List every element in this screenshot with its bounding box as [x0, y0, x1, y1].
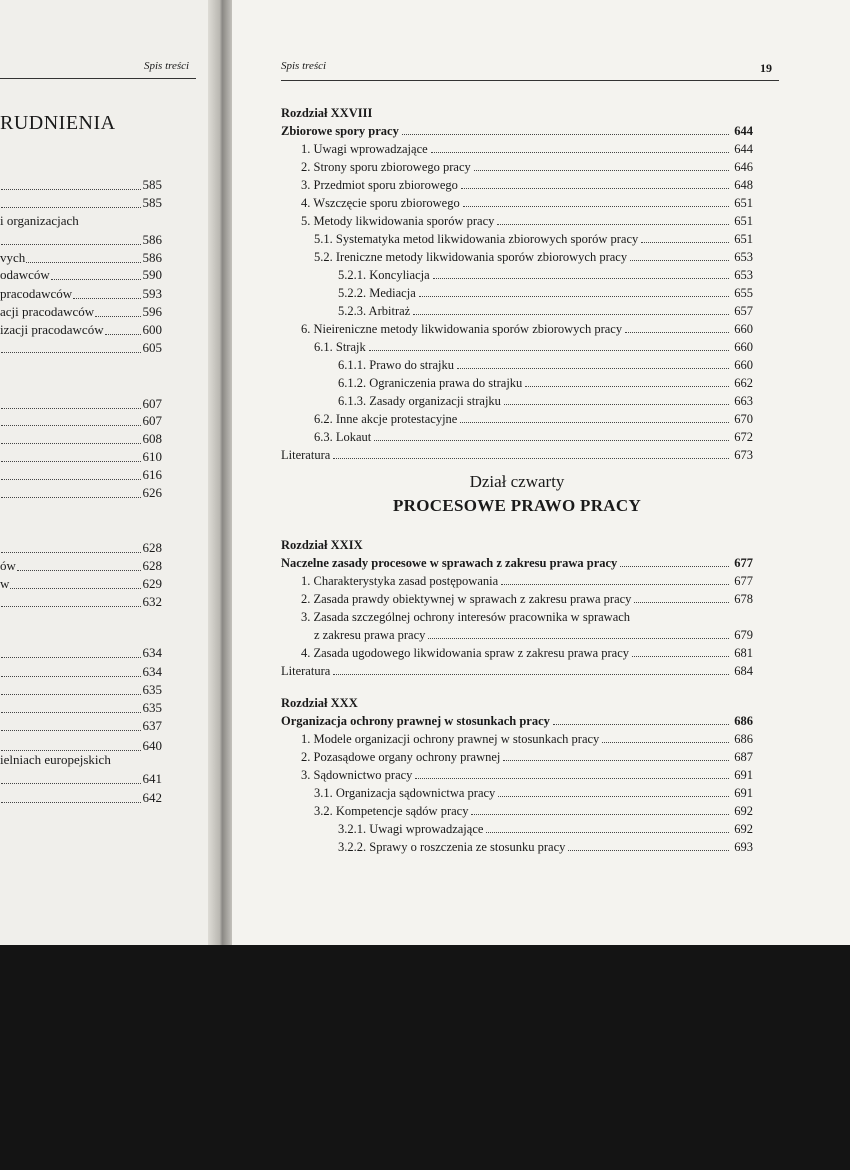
- toc-entry-text: 5. Metody likwidowania sporów pracy: [301, 214, 495, 228]
- toc-entry: [281, 193, 753, 211]
- dot-leader: [1, 443, 161, 444]
- dot-leader: [486, 832, 729, 833]
- toc-entry-text: 5.2.3. Arbitraż: [338, 304, 411, 318]
- toc-entry: [281, 139, 753, 157]
- left-toc-entry: [0, 340, 162, 356]
- left-toc-text: acji pracodawców: [0, 304, 95, 319]
- dot-leader: [1, 783, 161, 784]
- dot-leader: [17, 570, 161, 571]
- dot-leader: [461, 188, 729, 189]
- left-page-ref: 626: [142, 485, 162, 500]
- left-toc-entry: [0, 645, 162, 661]
- table-of-contents: [281, 103, 753, 855]
- dot-leader: [1, 712, 161, 713]
- dot-leader: [503, 760, 729, 761]
- toc-entry: [281, 427, 753, 445]
- toc-entry: [281, 157, 753, 175]
- left-page-ref: 616: [142, 467, 162, 482]
- page-ref: 662: [734, 376, 753, 390]
- dot-leader: [641, 242, 729, 243]
- page-ref: 678: [734, 592, 753, 606]
- toc-entry-text: 5.1. Systematyka metod likwidowania zbiorowych sporów pracy: [314, 232, 639, 246]
- toc-entry: [281, 211, 753, 229]
- dot-leader: [374, 440, 729, 441]
- left-toc-entry: [0, 700, 162, 716]
- left-page-ref: 608: [142, 431, 162, 446]
- toc-entry-text: 3.2. Kompetencje sądów pracy: [314, 804, 469, 818]
- section-title: PROCESOWE PRAWO PRACY: [392, 496, 642, 515]
- toc-entry-text: 5.2. Ireniczne metody likwidowania sporów zbiorowych pracy: [314, 250, 628, 264]
- left-header-rule: [0, 78, 196, 79]
- left-toc-entry: [0, 664, 162, 680]
- toc-entry: [281, 319, 753, 337]
- dot-leader: [630, 260, 729, 261]
- dot-leader: [457, 368, 729, 369]
- dot-leader: [1, 461, 161, 462]
- page-ref: 653: [734, 268, 753, 282]
- book-spine: [208, 0, 234, 945]
- dot-leader: [463, 206, 729, 207]
- toc-entry: [281, 801, 753, 819]
- dot-leader: [625, 332, 729, 333]
- toc-entry-text: 3.1. Organizacja sądownictwa pracy: [314, 786, 496, 800]
- chapter-title: Zbiorowe spory pracy: [281, 124, 399, 138]
- left-page-ref: 640: [142, 738, 162, 753]
- page-ref: 651: [734, 196, 753, 210]
- chapter-29-item-3-line-2: [281, 625, 753, 643]
- toc-entry-text: 3. Przedmiot sporu zbiorowego: [301, 178, 458, 192]
- left-page-ref: 585: [142, 195, 162, 210]
- toc-entry: [281, 783, 753, 801]
- dot-leader: [497, 224, 729, 225]
- chapter-29-item-4: [281, 643, 753, 661]
- page-ref: 660: [734, 340, 753, 354]
- page-ref: 651: [734, 214, 753, 228]
- left-toc-text: ów: [0, 558, 16, 573]
- toc-entry: [281, 409, 753, 427]
- page-ref: 648: [734, 178, 753, 192]
- left-toc-entry: [0, 431, 162, 447]
- toc-entry: [281, 373, 753, 391]
- page-ref: 673: [734, 448, 753, 462]
- right-running-header: Spis treści: [281, 60, 327, 72]
- dot-leader: [498, 796, 729, 797]
- toc-entry-text: 6.1.2. Ograniczenia prawa do strajku: [338, 376, 523, 390]
- dot-leader: [415, 778, 729, 779]
- dot-leader: [1, 730, 161, 731]
- page-ref: 691: [734, 768, 753, 782]
- chapter-30-title-row: [281, 711, 753, 729]
- left-toc-text: odawców: [0, 267, 50, 282]
- toc-entry-text: 3.2.2. Sprawy o roszczenia ze stosunku pracy: [338, 840, 566, 854]
- dot-leader: [1, 207, 161, 208]
- page-ref: 660: [734, 358, 753, 372]
- toc-entry: [281, 837, 753, 855]
- left-toc-entry: [0, 576, 162, 592]
- left-page-ref: 586: [142, 250, 162, 265]
- left-page-ref: 600: [142, 322, 162, 337]
- left-toc-entry: [0, 594, 162, 610]
- dot-leader: [1, 425, 161, 426]
- toc-entry: [281, 729, 753, 747]
- page-ref: 684: [734, 664, 753, 678]
- left-toc-text: izacji pracodawców: [0, 322, 104, 337]
- toc-entry-text: 6.1.3. Zasady organizacji strajku: [338, 394, 501, 408]
- toc-entry-text: 1. Uwagi wprowadzające: [301, 142, 428, 156]
- page-ref: 644: [734, 124, 753, 138]
- chapter-30-items: [281, 729, 753, 855]
- page-ref: 655: [734, 286, 753, 300]
- dot-leader: [1, 606, 161, 607]
- page-ref: 651: [734, 232, 753, 246]
- page-ref: 691: [734, 786, 753, 800]
- dot-leader: [1, 244, 161, 245]
- toc-entry: [281, 265, 753, 283]
- page-ref: 677: [734, 556, 753, 570]
- scanner-background: [0, 940, 850, 1170]
- dot-leader: [1, 352, 161, 353]
- toc-entry: [281, 301, 753, 319]
- page-ref: 693: [734, 840, 753, 854]
- page-ref: 681: [734, 646, 753, 660]
- page-ref: 692: [734, 804, 753, 818]
- left-page-ref: 590: [142, 267, 162, 282]
- dot-leader: [433, 278, 729, 279]
- chapter-28-title-row: [281, 121, 753, 139]
- left-page-ref: 593: [142, 286, 162, 301]
- left-page-ref: 637: [142, 718, 162, 733]
- left-toc-entry: [0, 718, 162, 734]
- section-heading: [281, 469, 753, 521]
- left-toc-text: vych: [0, 250, 26, 265]
- left-toc-entry: [0, 682, 162, 698]
- dot-leader: [1, 189, 161, 190]
- left-toc-entry: [0, 413, 162, 429]
- left-page-ref: 628: [142, 558, 162, 573]
- dot-leader: [431, 152, 729, 153]
- page-ref: 692: [734, 822, 753, 836]
- chapter-29-title-row: [281, 553, 753, 571]
- left-page-ref: 642: [142, 790, 162, 805]
- toc-entry-text: 6.3. Lokaut: [314, 430, 372, 444]
- literature-label: Literatura: [281, 448, 331, 462]
- chapter-29-items: [281, 571, 753, 607]
- page-ref: 679: [734, 628, 753, 642]
- page-ref: 687: [734, 750, 753, 764]
- dot-leader: [471, 814, 729, 815]
- toc-entry-text: 5.2.1. Koncyliacja: [338, 268, 430, 282]
- chapter-30-label: Rozdział XXX: [281, 696, 358, 710]
- toc-entry-text: 6. Nieireniczne metody likwidowania sporów zbiorowych pracy: [301, 322, 623, 336]
- right-header-rule: [281, 80, 779, 81]
- dot-leader: [419, 296, 729, 297]
- page-ref: 677: [734, 574, 753, 588]
- chapter-29-item-3-line-1: 3. Zasada szczególnej ochrony interesów pracownika w sprawach: [301, 610, 631, 624]
- page-ref: 660: [734, 322, 753, 336]
- dot-leader: [1, 657, 161, 658]
- left-toc-entry: [0, 286, 162, 302]
- left-toc-text: w: [0, 576, 10, 591]
- left-page-ref: 607: [142, 413, 162, 428]
- dot-leader: [369, 350, 729, 351]
- left-toc-entry: [0, 540, 162, 556]
- page-ref: 663: [734, 394, 753, 408]
- dot-leader: [602, 742, 729, 743]
- dot-leader: [525, 386, 729, 387]
- left-page-ref: 629: [142, 576, 162, 591]
- left-page-ref: 641: [142, 771, 162, 786]
- dot-leader: [1, 694, 161, 695]
- toc-entry: [281, 229, 753, 247]
- dot-leader: [1, 802, 161, 803]
- toc-entry-text: 5.2.2. Mediacja: [338, 286, 416, 300]
- left-page-ref: 628: [142, 540, 162, 555]
- dot-leader: [474, 170, 729, 171]
- left-page-ref: 586: [142, 232, 162, 247]
- left-page-ref: 610: [142, 449, 162, 464]
- page-ref: 672: [734, 430, 753, 444]
- toc-entry: [281, 571, 753, 589]
- left-toc-entry: [0, 396, 162, 412]
- left-page: [0, 0, 212, 945]
- dot-leader: [1, 750, 161, 751]
- toc-entry: [281, 337, 753, 355]
- right-page: [232, 0, 850, 945]
- toc-entry: [281, 247, 753, 265]
- left-page-title: RUDNIENIA: [0, 112, 116, 134]
- left-page-ref: 607: [142, 396, 162, 411]
- left-toc-entry: [0, 485, 162, 501]
- left-page-ref: 585: [142, 177, 162, 192]
- toc-entry-text: z zakresu prawa pracy: [314, 628, 426, 642]
- dot-leader: [568, 850, 729, 851]
- dot-leader: [634, 602, 729, 603]
- toc-entry-text: 3.2.1. Uwagi wprowadzające: [338, 822, 484, 836]
- left-toc-text: i organizacjach: [0, 213, 79, 228]
- dot-leader: [1, 497, 161, 498]
- toc-entry-text: 4. Zasada ugodowego likwidowania spraw z zakresu prawa pracy: [301, 646, 630, 660]
- left-toc-entry: [0, 304, 162, 320]
- left-page-ref: 635: [142, 682, 162, 697]
- left-page-ref: 634: [142, 664, 162, 679]
- section-subtitle: Dział czwarty: [469, 472, 565, 491]
- page-ref: 653: [734, 250, 753, 264]
- left-page-ref: 596: [142, 304, 162, 319]
- left-running-header: Spis treści: [144, 60, 190, 72]
- chapter-28-items: [281, 139, 753, 445]
- page-ref: 657: [734, 304, 753, 318]
- toc-entry-text: 6.2. Inne akcje protestacyjne: [314, 412, 458, 426]
- left-toc-entry: [0, 177, 162, 193]
- left-toc-entry: [0, 250, 162, 266]
- chapter-28-literature-row: [281, 445, 753, 463]
- page-ref: 646: [734, 160, 753, 174]
- left-toc-entry: [0, 267, 162, 283]
- left-toc-entry: [0, 195, 162, 211]
- dot-leader: [413, 314, 729, 315]
- toc-entry-text: 2. Strony sporu zbiorowego pracy: [301, 160, 471, 174]
- left-toc-entry: [0, 232, 162, 248]
- left-page-ref: 635: [142, 700, 162, 715]
- page-ref: 686: [734, 732, 753, 746]
- dot-leader: [504, 404, 729, 405]
- toc-entry: [281, 391, 753, 409]
- dot-leader: [10, 588, 161, 589]
- toc-entry: [281, 765, 753, 783]
- dot-leader: [1, 479, 161, 480]
- toc-entry-text: 2. Zasada prawdy obiektywnej w sprawach z zakresu prawa pracy: [301, 592, 632, 606]
- page-ref: 686: [734, 714, 753, 728]
- left-toc-entry: [0, 558, 162, 574]
- page-ref: 670: [734, 412, 753, 426]
- chapter-title: Organizacja ochrony prawnej w stosunkach pracy: [281, 714, 550, 728]
- dot-leader: [460, 422, 729, 423]
- left-toc-text: pracodawców: [0, 286, 73, 301]
- literature-label: Literatura: [281, 664, 331, 678]
- page-ref: 644: [734, 142, 753, 156]
- left-page-ref: 605: [142, 340, 162, 355]
- chapter-29-label: Rozdział XXIX: [281, 538, 363, 552]
- page-number: 19: [760, 61, 772, 75]
- toc-entry-text: 1. Charakterystyka zasad postępowania: [301, 574, 499, 588]
- chapter-28-label: Rozdział XXVIII: [281, 106, 373, 120]
- toc-entry: [281, 589, 753, 607]
- left-toc-entry: [0, 322, 162, 338]
- left-toc-entry: [0, 790, 162, 806]
- dot-leader: [501, 584, 729, 585]
- left-toc-text: ielniach europejskich: [0, 752, 111, 767]
- toc-entry: [281, 747, 753, 765]
- toc-entry: [281, 819, 753, 837]
- toc-entry-text: 6.1.1. Prawo do strajku: [338, 358, 454, 372]
- left-toc-entry: [0, 771, 162, 787]
- chapter-29-literature-row: [281, 661, 753, 679]
- dot-leader: [1, 552, 161, 553]
- toc-entry-text: 1. Modele organizacji ochrony prawnej w stosunkach pracy: [301, 732, 600, 746]
- chapter-title: Naczelne zasady procesowe w sprawach z zakresu prawa pracy: [281, 556, 618, 570]
- toc-entry: [281, 175, 753, 193]
- toc-entry-text: 4. Wszczęcie sporu zbiorowego: [301, 196, 460, 210]
- left-page-ref: 634: [142, 645, 162, 660]
- left-page-ref: 632: [142, 594, 162, 609]
- left-toc-entry: [0, 449, 162, 465]
- dot-leader: [1, 676, 161, 677]
- toc-entry: [281, 355, 753, 373]
- toc-entry-text: 3. Sądownictwo pracy: [301, 768, 413, 782]
- dot-leader: [1, 408, 161, 409]
- toc-entry: [281, 283, 753, 301]
- toc-entry-text: 2. Pozasądowe organy ochrony prawnej: [301, 750, 501, 764]
- toc-entry-text: 6.1. Strajk: [314, 340, 366, 354]
- left-toc-entry: [0, 467, 162, 483]
